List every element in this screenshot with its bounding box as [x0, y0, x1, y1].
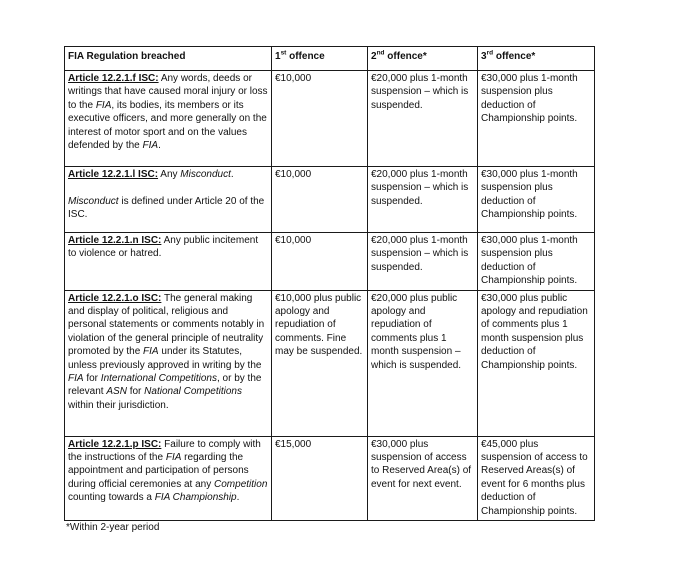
table-row: [65, 71, 595, 167]
header-third-offence: 3rd offence*: [478, 47, 595, 71]
table-row: [65, 290, 595, 436]
regulation-cell: Article 12.2.1.f ISC: Any words, deeds or writings that have caused moral injury or loss to the FIA, its bodies, its members or its executive officers, and more generally on the interest of motor sport and on the values defended by the FIA.: [65, 71, 272, 167]
table-row: [65, 167, 595, 233]
first-offence-cell: €10,000: [272, 71, 368, 167]
first-offence-cell: €10,000: [272, 167, 368, 233]
regulation-cell: Article 12.2.1.n ISC: Any public incitement to violence or hatred.: [65, 233, 272, 291]
regulation-cell: Article 12.2.1.l ISC: Any Misconduct. Misconduct is defined under Article 20 of the ISC.: [65, 167, 272, 233]
table-row: [65, 233, 595, 291]
third-offence-cell: €30,000 plus public apology and repudiation of comments plus 1 month suspension plus deduction of Championship points.: [478, 290, 595, 436]
third-offence-cell: €30,000 plus 1-month suspension plus deduction of Championship points.: [478, 233, 595, 291]
second-offence-cell: €30,000 plus suspension of access to Reserved Area(s) of event for next event.: [368, 436, 478, 520]
fia-penalty-table: [64, 46, 595, 521]
footnote: *Within 2-year period: [66, 522, 160, 534]
header-regulation-breached: FIA Regulation breached: [65, 47, 272, 71]
second-offence-cell: €20,000 plus 1-month suspension – which is suspended.: [368, 233, 478, 291]
header-second-offence: 2nd offence*: [368, 47, 478, 71]
header-first-offence: 1st offence: [272, 47, 368, 71]
penalty-table-document: [64, 46, 594, 533]
regulation-cell: Article 12.2.1.p ISC: Failure to comply with the instructions of the FIA regarding the appointment and participation of persons during official ceremonies at any Competition counting towards a FIA Championship.: [65, 436, 272, 520]
first-offence-cell: €15,000: [272, 436, 368, 520]
second-offence-cell: €20,000 plus 1-month suspension – which is suspended.: [368, 71, 478, 167]
table-header-row: [65, 47, 595, 71]
third-offence-cell: €45,000 plus suspension of access to Reserved Areas(s) of event for 6 months plus deduction of Championship points.: [478, 436, 595, 520]
second-offence-cell: €20,000 plus public apology and repudiation of comments plus 1 month suspension – which is suspended.: [368, 290, 478, 436]
first-offence-cell: €10,000: [272, 233, 368, 291]
third-offence-cell: €30,000 plus 1-month suspension plus deduction of Championship points.: [478, 167, 595, 233]
table-row: [65, 436, 595, 520]
regulation-cell: Article 12.2.1.o ISC: The general making and display of political, religious and personal statements or comments notably in violation of the general principle of neutrality promoted by the FIA under its Statutes, unless previously approved in writing by the FIA for International Competitions, or by the relevant ASN for National Competitions within their jurisdiction.: [65, 290, 272, 436]
third-offence-cell: €30,000 plus 1-month suspension plus deduction of Championship points.: [478, 71, 595, 167]
second-offence-cell: €20,000 plus 1-month suspension – which is suspended.: [368, 167, 478, 233]
first-offence-cell: €10,000 plus public apology and repudiation of comments. Fine may be suspended.: [272, 290, 368, 436]
